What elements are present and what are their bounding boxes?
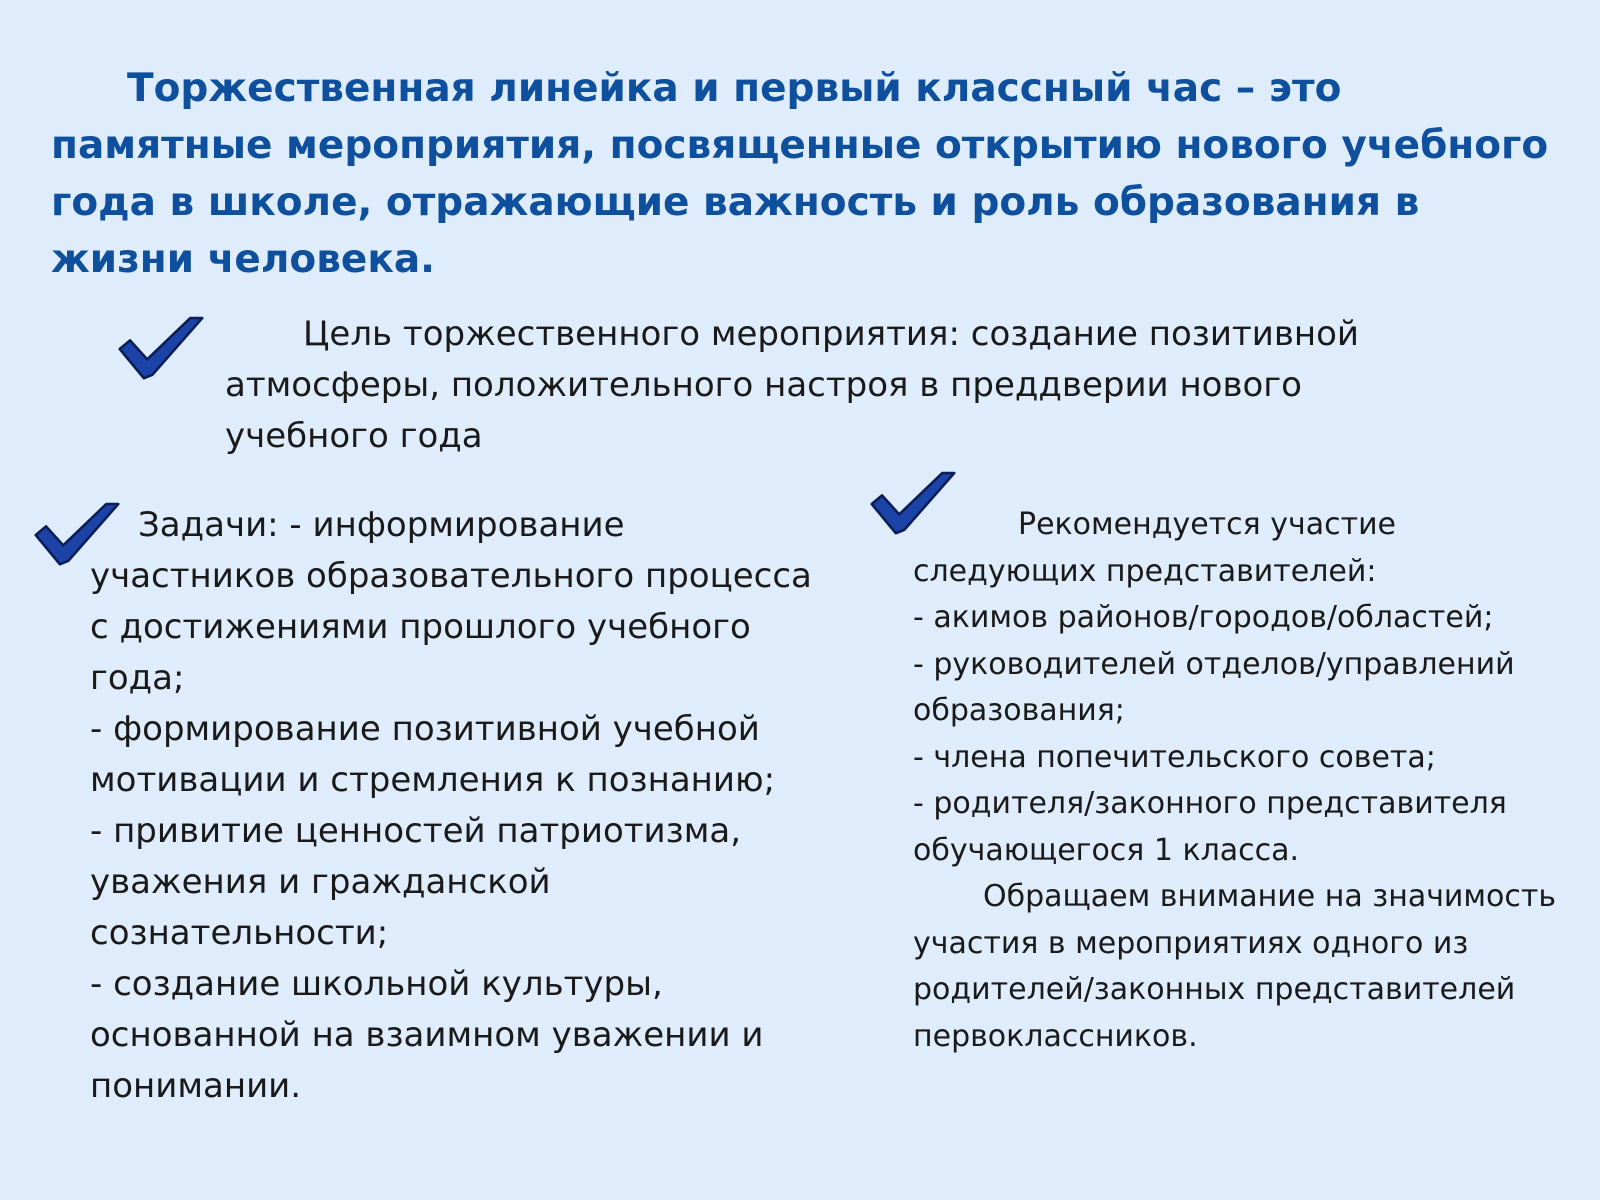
tasks-item: - формирование позитивной учебной мотивации и стремления к познанию; [90, 709, 776, 800]
recommendations-note: Обращаем внимание на значимость участия в мероприятиях одного из родителей/законных представителей первоклассников. [913, 879, 1557, 1054]
recommendations-item: - руководителей отделов/управлений образования; [913, 646, 1515, 728]
checkmark-icon [118, 316, 204, 382]
page-heading: Торжественная линейка и первый классный час – это памятные мероприятия, посвященные открытию нового учебного года в школе, отражающие важность и роль образования в жизни человека. [51, 66, 1549, 282]
recommendations-item: - акимов районов/городов/областей; [913, 600, 1494, 635]
recommendations-intro: Рекомендуется участие следующих представителей: [913, 507, 1397, 589]
recommendations-block [913, 502, 1573, 1060]
tasks-item: - привитие ценностей патриотизма, уважения и гражданской сознательности; [90, 811, 742, 953]
tasks-block [90, 500, 830, 1112]
recommendations-item: - родителя/законного представителя обучающегося 1 класса. [913, 786, 1507, 868]
tasks-intro: Задачи: - информирование участников образовательного процесса с достижениями прошлого учебного года; [90, 505, 812, 698]
goal-text: Цель торжественного мероприятия: создание позитивной атмосферы, положительного настроя в преддверии нового учебного года [225, 314, 1359, 456]
recommendations-item: - члена попечительского совета; [913, 739, 1436, 775]
tasks-item: - создание школьной культуры, основанной на взаимном уважении и понимании. [90, 964, 764, 1106]
